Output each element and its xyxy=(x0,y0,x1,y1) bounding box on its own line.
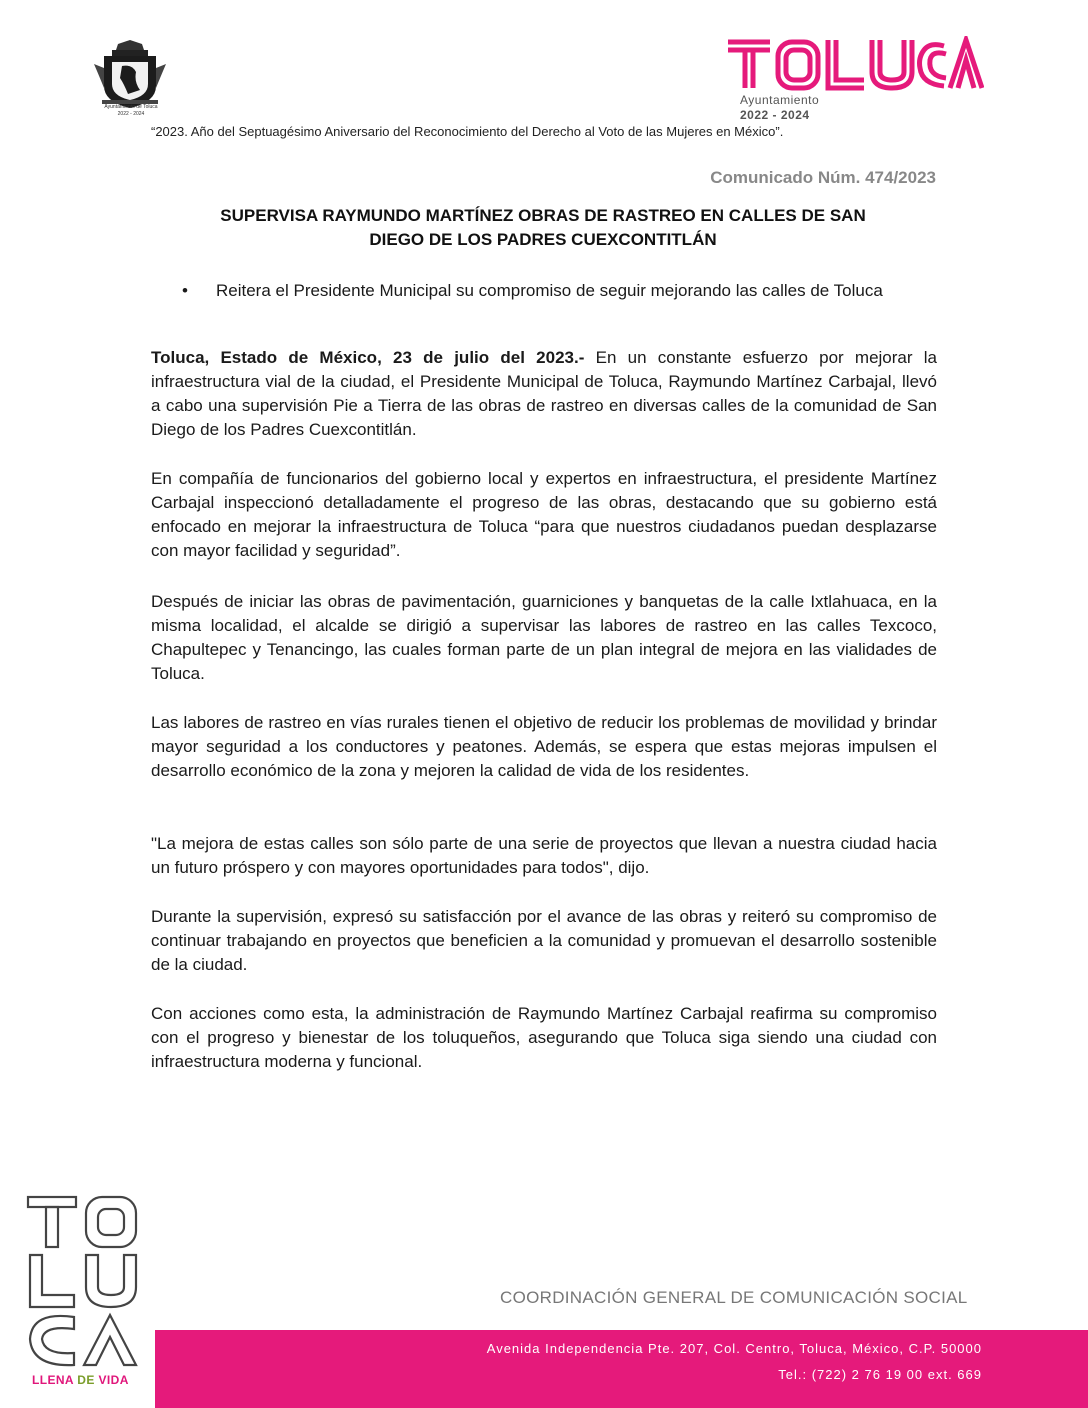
paragraph-4: Las labores de rastreo en vías rurales tienen el objetivo de reducir los problemas de movilidad y brindar mayor seguridad a los conductores y peatones. Además, se espera que estas mejoras impulsen el desarrollo económico de la zona y mejoren la calidad de vida de los residentes. xyxy=(151,713,937,780)
crest-caption-years: 2022 - 2024 xyxy=(117,111,145,117)
paragraph-2: En compañía de funcionarios del gobierno local y expertos en infraestructura, el presidente Martínez Carbajal inspeccionó detalladamente el progreso de las obras, destacando que su gobierno está enfocado en mejorar la infraestructura de Toluca “para que nuestros ciudadanos puedan desplazarse con mayor facilidad y seguridad”. xyxy=(151,469,937,560)
tagline-word-vida: VIDA xyxy=(94,1373,129,1387)
bullet-text: Reitera el Presidente Municipal su compromiso de seguir mejorando las calles de Toluca xyxy=(216,281,883,300)
coordination-label: COORDINACIÓN GENERAL DE COMUNICACIÓN SOCIAL xyxy=(500,1288,968,1307)
crest-caption: Ayuntamiento de Toluca xyxy=(104,104,158,110)
tagline-word-de: DE xyxy=(77,1373,95,1387)
paragraph-1-body: En un constante esfuerzo por mejorar la infraestructura vial de la ciudad, el Presidente Municipal de Toluca, Raymundo Martínez Carbajal, llevó a cabo una supervisión Pie a Tierra de las obras de rastreo en diversas calles de la comunidad de San Diego de los Padres Cuexcontitlán. xyxy=(151,348,937,439)
comunicado-number: Comunicado Núm. 474/2023 xyxy=(710,168,936,187)
footer-phone: Tel.: (722) 2 76 19 00 ext. 669 xyxy=(778,1367,982,1382)
headline xyxy=(150,204,936,252)
paragraph-7: Con acciones como esta, la administración de Raymundo Martínez Carbajal reafirma su compromiso con el progreso y bienestar de los toluqueños, asegurando que Toluca siga siendo una ciudad con infraestructura moderna y funcional. xyxy=(151,1004,937,1071)
paragraph-5: "La mejora de estas calles son sólo parte de una serie de proyectos que llevan a nuestra ciudad hacia un futuro próspero y con mayores oportunidades para todos", dijo. xyxy=(151,834,937,877)
tagline-word-llena: LLENA xyxy=(32,1373,78,1387)
paragraph-3: Después de iniciar las obras de pavimentación, guarniciones y banquetas de la calle Ixtlahuaca, en la misma localidad, el alcalde se dirigió a supervisar las labores de rastreo en las calles Texcoco, Chapultepec y Tenancingo, las cuales forman parte de un plan integral de mejora en las vialidades de Toluca. xyxy=(151,592,937,683)
bullet-icon: • xyxy=(182,281,188,300)
ayuntamiento-label: Ayuntamiento xyxy=(740,93,820,107)
ayuntamiento-years: 2022 - 2024 xyxy=(740,108,810,122)
toluca-stacked-logo xyxy=(24,1193,140,1371)
paragraph-1 xyxy=(151,346,937,442)
llena-de-vida-tagline xyxy=(32,1373,129,1387)
year-motto: “2023. Año del Septuagésimo Aniversario del Reconocimiento del Derecho al Voto de las Mujeres en México”. xyxy=(151,124,784,139)
toluca-wordmark-logo xyxy=(724,36,984,92)
footer-address: Avenida Independencia Pte. 207, Col. Centro, Toluca, México, C.P. 50000 xyxy=(486,1341,982,1356)
paragraph-6: Durante la supervisión, expresó su satisfacción por el avance de las obras y reiteró su compromiso de continuar trabajando en proyectos que beneficien a la comunidad y promuevan el desarrollo sostenible de la ciudad. xyxy=(151,907,937,974)
headline-line-1: SUPERVISA RAYMUNDO MARTÍNEZ OBRAS DE RASTREO EN CALLES DE SAN xyxy=(220,206,866,225)
dateline: Toluca, Estado de México, 23 de julio del 2023.- xyxy=(151,348,585,367)
headline-line-2: DIEGO DE LOS PADRES CUEXCONTITLÁN xyxy=(369,230,717,249)
